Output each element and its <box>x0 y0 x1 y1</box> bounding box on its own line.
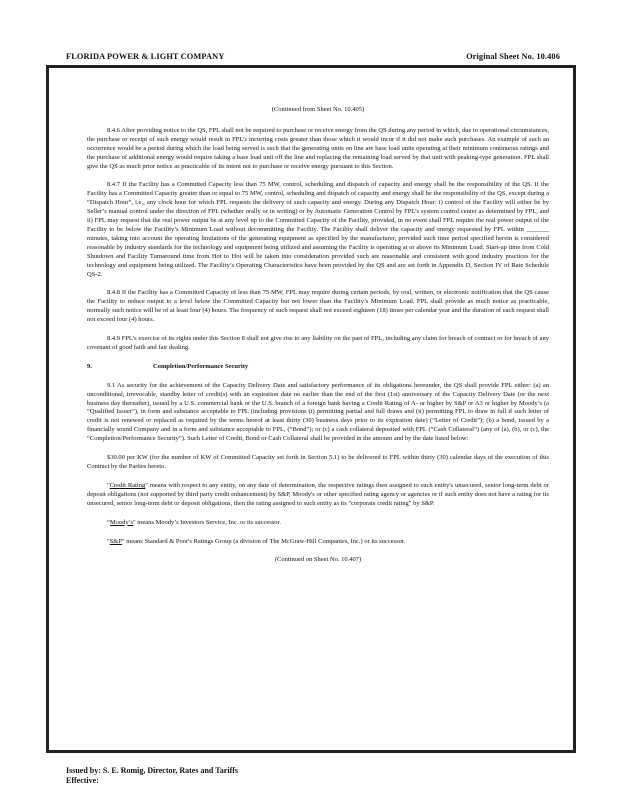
page-footer <box>66 766 238 786</box>
definition-credit-rating: "Credit Rating" means with respect to any entity, on any date of determination, the respective ratings then assigned to such entity's unsecured, senior long-term debt or deposit obligations (not supported by third party credit enhancement) by S&P, Moody's or other specified rating agency or agencies or if such entity does not have a rating for its unsecured, senior long-term debt or deposit obligations, then the rating assigned to such entity as its "corporate credit rating" by S&P. <box>87 481 549 507</box>
moodys-definition: " means Moody’s Investors Service, Inc. or its successor. <box>133 518 281 526</box>
section-9-heading <box>87 363 549 372</box>
company-name: FLORIDA POWER & LIGHT COMPANY <box>66 52 225 61</box>
issued-by: Issued by: S. E. Romig, Director, Rates and Tariffs <box>66 766 239 775</box>
document-body <box>87 106 549 565</box>
sp-definition: " means Standard & Poor's Ratings Group (a division of The McGraw-Hill Companies, Inc.) or its successor. <box>121 537 406 545</box>
paragraph-security-amount: $30.00 per KW (for the number of KW of Committed Capacity set forth in Section 5.1) to be delivered to FPL within thirty (30) calendar days of the execution of this Contract by the Parties hereto. <box>87 454 549 470</box>
paragraph-8-4-8: 8.4.8 If the Facility has a Committed Capacity of less than 75 MW, FPL may require during certain periods, by oral, written, or electronic notification that the QS cause the Facility to reduce output to a level below the Committed Capacity but not lower than the Facility’s Minimum Load. FPL shall provide as much notice as practicable, normally such notice will be of at least four (4) hours. The frequency of such request shall not exceed eighteen (18) times per calendar year and the duration of each request shall not exceed four (4) hours. <box>87 289 549 324</box>
continued-from: (Continued from Sheet No. 10.405) <box>271 106 365 113</box>
paragraph-8-4-9: 8.4.9 FPL’s exercise of its rights under this Section 8 shall not give rise to any liability on the part of FPL, including any claim for breach of contract or for breach of any covenant of good faith and fair dealing. <box>87 335 549 351</box>
paragraph-8-4-7: 8.4.7 If the Facility has a Committed Capacity less than 75 MW, control, scheduling and dispatch of capacity and energy shall be the responsibility of the QS. If the Facility has a Committed Capacity greater than or equal to 75 MW, control, scheduling and dispatch of capacity and energy shall be the responsibility of the QS, except during a “Dispatch Hour”, i.e., any clock hour for which FPL requests the delivery of such capacity and energy. During any Dispatch Hour: i) control of the Facility will either be by Seller’s manual control under the direction of FPL (whether orally or in writing) or by Automatic Generation Control by FPL’s system control center as determined by FPL, and ii) FPL may request that the real power output be at any level up to the Committed Capacity of the Facility, provided, in no event shall FPL require the real power output of the Facility to be below the Facility’s Minimum Load without decommitting the Facility. The Facility shall deliver the capacity and energy requested by FPL within _______ minutes, taking into account the operating limitations of the generating equipment as specified by the manufacturer, provided such time period specified herein is considered reasonable by industry standards for the technology and equipment being utilized and assuming the Facility is operating at or above its Minimum Load. Start-up time from Cold Shutdown and Facility Turnaround time from Hot to Hot will be taken into consideration provided such are reasonable and consistent with good industry practices for the technology and equipment being utilized. The Facility’s Operating Characteristics have been provided by the QS and are set forth in Appendix D, Section IV of Rate Schedule QS-2. <box>87 181 549 278</box>
effective-date: Effective: <box>66 776 99 785</box>
term-credit-rating: Credit Rating <box>109 481 146 489</box>
definition-sp: "S&P" means Standard & Poor's Ratings Group (a division of The McGraw-Hill Companies, Inc.) or its successor. <box>107 537 406 545</box>
page-header <box>66 52 560 61</box>
paragraph-9-1: 9.1 As security for the achievement of the Capacity Delivery Date and satisfactory performance of its obligations hereunder, the QS shall provide FPL either: (a) an unconditional, irrevocable, standby letter of credit(s) with an expiration date no earlier than the end of the first (1st) anniversary of the Capacity Delivery Date (or the next business day thereafter), issued by a U.S. commercial bank or the U.S. branch of a foreign bank having a Credit Rating of A- or higher by S&P or A3 or higher by Moody’s (a “Qualified Issuer”), in form and substance acceptable to FPL (including provisions (i) permitting partial and full draws and (ii) permitting FPL to draw in full if such letter of credit is not renewed or replaced as required by the terms hereof at least thirty (30) business days prior to its expiration date) (“Letter of Credit”); (b) a bond, issued by a financially sound Company and in a form and substance acceptable to FPL, (“Bond”); or (c) a cash collateral deposited with FPL (“Cash Collateral”) (any of (a), (b), or (c), the “Completion/Performance Security”). Such Letter of Credit, Bond or Cash Collateral shall be provided in the amount and by the date listed below: <box>87 381 549 443</box>
definition-moodys: “Moody’s" means Moody’s Investors Service, Inc. or its successor. <box>107 518 281 526</box>
credit-rating-definition: means with respect to any entity, on any date of determination, the respective ratings then assigned to such entity's unsecured, senior long-term debt or deposit obligations (not supported by third party credit enhancement) by S&P, Moody's or other specified rating agency or agencies or if such entity does not have a rating for its unsecured, senior long-term debt or deposit obligations, then the rating assigned to such entity as its "corporate credit rating" by S&P. <box>87 481 549 507</box>
continued-on: (Continued on Sheet No. 10.407) <box>274 556 362 564</box>
section-number: 9. <box>87 362 92 370</box>
term-sp: S&P <box>109 537 122 545</box>
document-frame <box>46 65 576 753</box>
sheet-number: Original Sheet No. 10.406 <box>466 52 560 61</box>
paragraph-8-4-6: 8.4.6 After providing notice to the QS, FPL shall not be required to purchase or receive energy from the QS during any period in which, due to operational circumstances, the purchase or receipt of such energy would result in FPL’s incurring costs greater than those which it would incur if it did not make such purchases. An example of such an occurrence would be a period during which the load being served is such that the generating units on line are base load units operating at their minimum continuous ratings and the purchase of additional energy would require taking a base load unit off the line and replacing the remaining load served by that unit with peaking-type generation. FPL shall give the QS as much prior notice as practicable of its intent not to purchase or receive energy pursuant to this Section. <box>87 126 549 170</box>
section-title: Completion/Performance Security <box>153 362 249 370</box>
term-moodys: Moody’s <box>109 518 134 526</box>
